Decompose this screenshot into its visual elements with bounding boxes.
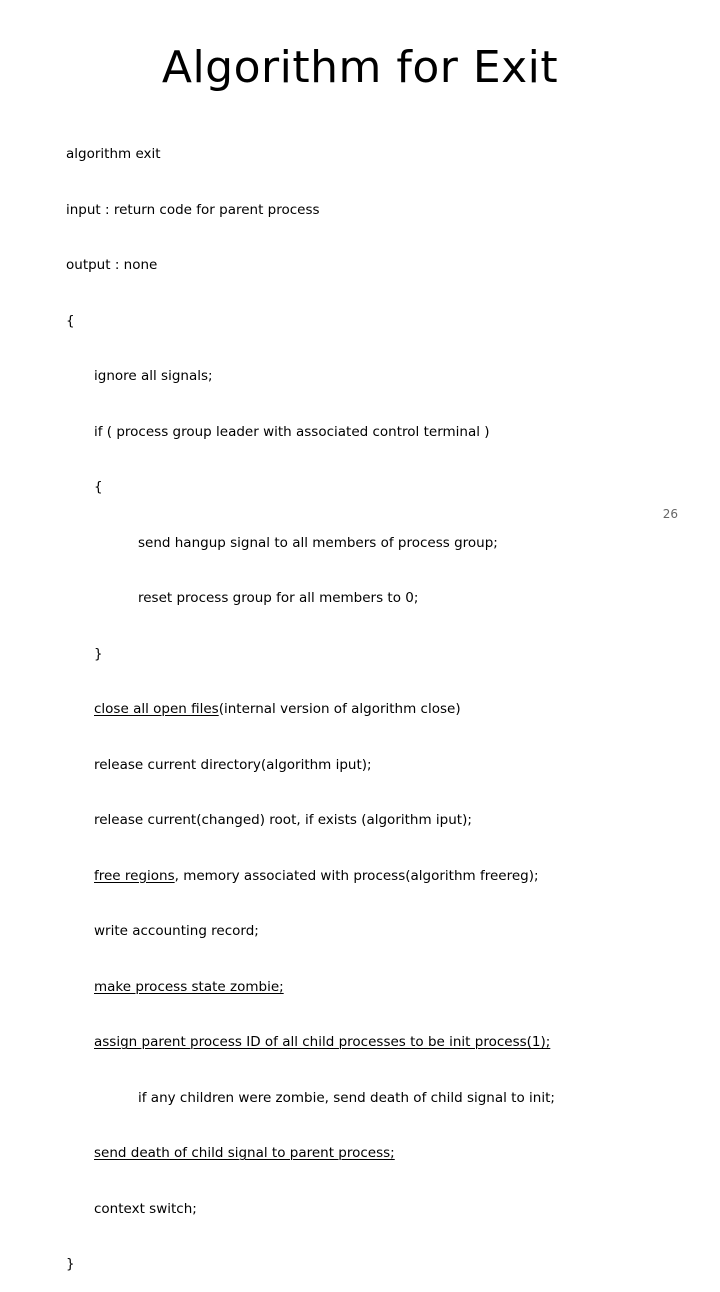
underlined-text: send death of child signal to parent process;: [94, 1145, 395, 1161]
code-line: release current(changed) root, if exists (algorithm iput);: [94, 812, 472, 828]
code-line: release current directory(algorithm iput);: [94, 756, 372, 773]
code-text: (internal version of algorithm close): [218, 701, 461, 717]
code-line: {: [94, 479, 103, 495]
code-line: reset process group for all members to 0;: [138, 590, 419, 606]
code-line: }: [94, 645, 103, 662]
slide-title: Algorithm for Exit: [161, 42, 559, 93]
code-line: context switch;: [94, 1200, 197, 1217]
underlined-text: close all open files: [94, 701, 219, 717]
code-line-zombie: [66, 978, 706, 997]
underlined-text: free regions: [94, 867, 175, 884]
code-line: write accounting record;: [94, 923, 259, 939]
code-line-close-files: [66, 700, 706, 719]
code-line-free-regions: [66, 867, 706, 886]
code-line: ignore all signals;: [94, 368, 213, 384]
page-number: 26: [662, 507, 678, 521]
code-line: send hangup signal to all members of process group;: [138, 534, 498, 551]
code-line: algorithm exit: [66, 146, 161, 162]
code-line-death-signal: [66, 1144, 706, 1163]
code-line: if any children were zombie, send death of child signal to init;: [138, 1089, 555, 1106]
code-line: if ( process group leader with associated control terminal ): [94, 423, 490, 440]
underlined-text: make process state zombie;: [94, 978, 284, 995]
code-line-assign-parent: [66, 1033, 706, 1052]
code-line: input : return code for parent process: [66, 201, 320, 218]
code-text: , memory associated with process(algorithm freereg);: [174, 867, 539, 884]
algorithm-code-block: [66, 108, 706, 1292]
code-line: }: [66, 1256, 75, 1272]
underlined-text: assign parent process ID of all child processes to be init process(1);: [94, 1034, 551, 1050]
code-line: output : none: [66, 257, 158, 273]
code-line: {: [66, 312, 75, 329]
